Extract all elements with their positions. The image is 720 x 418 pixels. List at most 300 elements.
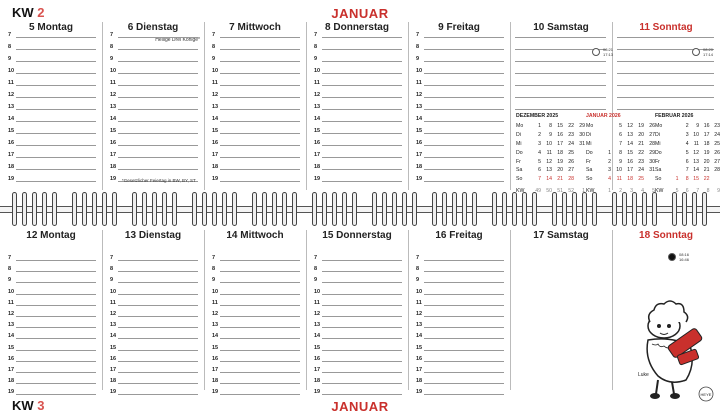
column-divider — [612, 230, 613, 390]
writing-line — [617, 73, 714, 74]
writing-line — [220, 260, 300, 261]
day-cell: 10 — [693, 132, 700, 139]
writing-line — [424, 49, 504, 50]
time-row — [102, 152, 204, 158]
hour-label: 10 — [212, 68, 219, 74]
weekday-label: Do — [655, 149, 662, 156]
hour-label: 18 — [416, 378, 423, 385]
writing-line — [322, 97, 402, 98]
writing-line — [515, 37, 606, 38]
hour-label: 9 — [212, 277, 216, 284]
spiral-ring — [212, 192, 217, 226]
hour-label: 8 — [8, 44, 12, 50]
writing-line — [220, 97, 300, 98]
time-row — [306, 152, 408, 158]
hour-label: 10 — [416, 68, 423, 74]
time-row — [204, 378, 306, 385]
day-cell: 19 — [557, 158, 563, 165]
writing-line — [118, 85, 198, 86]
writing-line — [515, 61, 606, 62]
day-cell: 24 — [638, 167, 644, 174]
time-row — [102, 277, 204, 284]
hour-label: 10 — [314, 288, 321, 295]
day-cell: 14 — [693, 167, 700, 174]
time-row — [306, 92, 408, 98]
writing-line — [16, 145, 96, 146]
hour-label: 14 — [8, 333, 15, 340]
weekday-label: Sa — [655, 167, 662, 174]
writing-line — [322, 383, 402, 384]
hour-label: 15 — [8, 128, 15, 134]
hour-label: 14 — [416, 333, 423, 340]
writing-line — [424, 394, 504, 395]
writing-line — [424, 61, 504, 62]
day-cell: 28 — [568, 176, 574, 183]
hour-label: 18 — [212, 164, 219, 170]
day-cell: 6 — [619, 132, 622, 139]
day-cell: 28 — [649, 140, 655, 147]
writing-line — [322, 85, 402, 86]
day-cell — [644, 175, 655, 184]
mini-calendar-row — [586, 122, 655, 131]
time-row — [408, 32, 510, 38]
time-row — [0, 152, 102, 158]
day-column — [0, 230, 102, 396]
time-row — [408, 56, 510, 62]
writing-line — [16, 271, 96, 272]
writing-line — [220, 85, 300, 86]
mini-calendar-row — [516, 148, 585, 157]
mini-calendar-row — [655, 157, 720, 166]
hour-label: 11 — [314, 299, 320, 306]
mini-calendar-row — [516, 184, 585, 198]
writing-line — [322, 133, 402, 134]
time-row — [612, 104, 720, 105]
spiral-ring — [322, 192, 327, 226]
time-row — [102, 333, 204, 340]
writing-line — [220, 37, 300, 38]
spiral-ring — [252, 192, 257, 226]
time-row — [306, 68, 408, 74]
writing-line — [118, 350, 198, 351]
time-row — [306, 80, 408, 86]
writing-line — [118, 305, 198, 306]
time-row — [408, 68, 510, 74]
time-row — [102, 92, 204, 98]
writing-line — [118, 260, 198, 261]
writing-line — [16, 37, 96, 38]
time-row — [0, 80, 102, 86]
time-row — [204, 277, 306, 284]
time-row — [204, 389, 306, 396]
hour-label: 12 — [314, 92, 321, 98]
writing-line — [322, 37, 402, 38]
writing-line — [424, 97, 504, 98]
writing-line — [424, 350, 504, 351]
hour-label: 10 — [314, 68, 321, 74]
hour-label: 12 — [416, 92, 423, 98]
writing-line — [118, 394, 198, 395]
time-row — [306, 44, 408, 50]
writing-line — [220, 109, 300, 110]
sun-time: 08:21 — [603, 47, 614, 52]
weekday-label: Mo — [586, 123, 594, 130]
day-cell — [600, 131, 611, 140]
writing-line — [118, 372, 198, 373]
day-cell: 8 — [706, 187, 710, 194]
writing-line — [322, 338, 402, 339]
time-row — [0, 389, 102, 396]
hour-label: 7 — [212, 255, 216, 261]
writing-line — [118, 61, 198, 62]
spiral-ring — [292, 192, 297, 226]
weekday-label: Di — [516, 132, 521, 139]
day-cell: 27 — [649, 132, 655, 139]
hour-label: 14 — [416, 116, 423, 122]
mini-calendar-title: JANUAR 2026 — [586, 113, 621, 119]
writing-line — [322, 327, 402, 328]
mini-calendar-row — [516, 140, 585, 149]
mini-calendar-row — [586, 175, 655, 184]
day-header: 9 Freitag — [438, 22, 480, 33]
spiral-ring — [472, 192, 477, 226]
day-cell: 3 — [538, 140, 541, 147]
hour-label: 11 — [8, 80, 14, 86]
weekday-label: Sa — [586, 167, 593, 174]
time-row — [204, 92, 306, 98]
hour-label: 8 — [212, 44, 216, 50]
day-cell: 2 — [685, 123, 689, 130]
day-column — [102, 22, 204, 190]
day-cell: 12 — [627, 123, 633, 130]
day-cell: 9 — [549, 132, 552, 139]
day-cell: 7 — [619, 140, 622, 147]
writing-line — [220, 350, 300, 351]
weekday-label: So — [655, 176, 662, 183]
hour-label: 14 — [314, 333, 321, 340]
hour-label: 13 — [212, 322, 219, 329]
day-cell — [574, 148, 585, 157]
writing-line — [322, 169, 402, 170]
writing-line — [424, 294, 504, 295]
day-cell: 4 — [641, 187, 644, 194]
spiral-ring — [392, 192, 397, 226]
writing-line — [424, 372, 504, 373]
time-row — [306, 140, 408, 146]
writing-line — [220, 49, 300, 50]
day-header: 17 Samstag — [533, 230, 589, 241]
writing-line — [16, 294, 96, 295]
time-row — [408, 277, 510, 284]
writing-line — [220, 305, 300, 306]
writing-line — [220, 133, 300, 134]
day-cell: 2 — [619, 187, 622, 194]
writing-line — [118, 133, 198, 134]
writing-line — [515, 85, 606, 86]
writing-line — [322, 49, 402, 50]
writing-line — [118, 97, 198, 98]
hour-label: 9 — [416, 56, 420, 62]
time-row — [0, 56, 102, 62]
day-cell — [668, 148, 678, 157]
writing-line — [118, 109, 198, 110]
time-row — [306, 311, 408, 317]
mini-calendar — [516, 113, 585, 198]
weekday-label: So — [516, 176, 523, 183]
hour-label: 16 — [8, 355, 15, 362]
sun-icon — [592, 48, 600, 56]
time-row — [102, 299, 204, 306]
day-cell — [668, 131, 678, 140]
time-row — [102, 367, 204, 373]
writing-line — [16, 157, 96, 158]
writing-line — [16, 260, 96, 261]
time-row — [408, 355, 510, 362]
hour-label: 8 — [314, 266, 318, 273]
writing-line — [16, 305, 96, 306]
writing-line — [118, 338, 198, 339]
day-cell: 2 — [538, 132, 541, 139]
mini-calendar-row — [655, 140, 720, 149]
mini-calendar — [655, 113, 720, 198]
column-divider — [510, 22, 511, 190]
mini-calendar-grid — [586, 122, 655, 198]
time-row — [306, 288, 408, 295]
time-row — [0, 44, 102, 50]
day-header: 6 Dienstag — [127, 22, 179, 33]
time-row — [408, 333, 510, 340]
writing-line — [16, 394, 96, 395]
mini-calendar-row — [655, 184, 720, 198]
mini-calendar-grid — [516, 122, 585, 198]
hour-label: 15 — [314, 344, 321, 351]
hour-label: 7 — [416, 32, 420, 38]
time-row — [102, 288, 204, 295]
writing-line — [16, 338, 96, 339]
writing-line — [617, 37, 714, 38]
spiral-ring — [152, 192, 157, 226]
spiral-ring — [312, 192, 317, 226]
hour-label: 14 — [212, 333, 219, 340]
spiral-ring — [32, 192, 37, 226]
time-row — [612, 80, 720, 81]
time-row — [0, 367, 102, 373]
day-cell: 25 — [714, 140, 720, 147]
hour-label: 12 — [8, 311, 15, 317]
time-row — [204, 176, 306, 182]
writing-line — [424, 383, 504, 384]
writing-line — [322, 109, 402, 110]
day-cell: 17 — [627, 167, 633, 174]
day-header: 5 Montag — [29, 22, 73, 33]
hour-label: 8 — [110, 266, 114, 273]
spiral-ring — [72, 192, 77, 226]
writing-line — [322, 271, 402, 272]
time-row — [0, 299, 102, 306]
hour-label: 11 — [314, 80, 320, 86]
writing-line — [16, 350, 96, 351]
day-cell: 1 — [675, 176, 679, 183]
day-cell: 24 — [568, 140, 574, 147]
time-row — [0, 164, 102, 170]
hour-label: 17 — [314, 367, 321, 373]
time-row — [102, 311, 204, 317]
day-cell: 26 — [714, 149, 720, 156]
hour-label: 10 — [8, 288, 15, 295]
hour-label: 12 — [110, 92, 117, 98]
writing-line — [220, 157, 300, 158]
spiral-ring — [342, 192, 347, 226]
day-header: 11 Sonntag — [639, 22, 693, 33]
sun-icon — [692, 48, 700, 56]
hour-label: 14 — [110, 116, 117, 122]
sun-times-text — [703, 47, 713, 57]
weekday-label: Mi — [655, 140, 661, 147]
time-row — [102, 378, 204, 385]
spiral-ring — [112, 192, 117, 226]
week-number: 2 — [37, 5, 45, 20]
time-row — [0, 322, 102, 329]
day-cell: 18 — [703, 140, 710, 147]
time-row — [306, 128, 408, 134]
time-row — [102, 344, 204, 351]
writing-line — [16, 61, 96, 62]
writing-line — [322, 121, 402, 122]
time-row — [102, 164, 204, 170]
day-header: 12 Montag — [26, 230, 76, 241]
hour-label: 16 — [8, 140, 15, 146]
day-column — [0, 22, 102, 190]
writing-line — [424, 327, 504, 328]
hour-label: 16 — [416, 140, 423, 146]
hour-label: 19 — [110, 176, 117, 182]
hour-label: 9 — [416, 277, 420, 284]
writing-line — [118, 361, 198, 362]
writing-line — [424, 145, 504, 146]
time-row — [408, 140, 510, 146]
hour-label: 8 — [314, 44, 318, 50]
hour-label: 19 — [212, 389, 219, 396]
day-cell: 8 — [619, 149, 622, 156]
hour-label: 15 — [110, 128, 117, 134]
time-row — [204, 140, 306, 146]
time-row — [306, 333, 408, 340]
time-row — [102, 32, 204, 38]
day-cell: 29 — [649, 149, 655, 156]
day-header: 15 Donnerstag — [322, 230, 392, 241]
writing-line — [322, 181, 402, 182]
day-cell: 20 — [703, 158, 710, 165]
weekday-label: KW — [586, 187, 595, 194]
day-header: 18 Sonntag — [639, 230, 693, 241]
weekday-label: Mi — [586, 140, 592, 147]
hour-label: 19 — [8, 389, 15, 396]
day-cell: 27 — [568, 167, 574, 174]
spiral-ring — [232, 192, 237, 226]
weekday-label: Mo — [516, 123, 524, 130]
hour-label: 11 — [110, 80, 116, 86]
spiral-ring — [272, 192, 277, 226]
writing-line — [220, 169, 300, 170]
time-row — [306, 255, 408, 261]
writing-line — [515, 97, 606, 98]
hour-label: 10 — [8, 68, 15, 74]
day-column — [306, 230, 408, 396]
hour-label: 13 — [110, 322, 117, 329]
mini-calendar-row — [655, 148, 720, 157]
hour-label: 16 — [110, 355, 117, 362]
spiral-ring — [102, 192, 107, 226]
hour-label: 17 — [416, 152, 423, 158]
week-number: 3 — [37, 398, 45, 413]
writing-line — [617, 61, 714, 62]
writing-line — [322, 350, 402, 351]
time-row — [408, 176, 510, 182]
weekday-label: KW — [516, 187, 525, 194]
hour-label: 17 — [416, 367, 423, 373]
day-header: 7 Mittwoch — [229, 22, 281, 33]
spiral-ring — [22, 192, 27, 226]
day-cell: 26 — [649, 123, 655, 130]
time-row — [510, 80, 612, 81]
mini-calendar — [586, 113, 655, 198]
time-row — [204, 104, 306, 110]
writing-line — [220, 145, 300, 146]
hour-label: 19 — [8, 176, 15, 182]
time-row — [0, 277, 102, 284]
time-row — [510, 68, 612, 69]
time-row — [0, 311, 102, 317]
time-row — [102, 322, 204, 329]
column-divider — [204, 230, 205, 390]
hour-label: 10 — [416, 288, 423, 295]
hour-label: 14 — [110, 333, 117, 340]
time-row — [408, 378, 510, 385]
weekday-label: Do — [516, 149, 523, 156]
sheep-illustration — [638, 296, 718, 404]
day-cell: 11 — [546, 149, 552, 156]
mini-calendar-row — [586, 140, 655, 149]
hour-label: 15 — [416, 344, 423, 351]
month-title-bottom: JANUAR — [331, 399, 389, 414]
spiral-ring — [432, 192, 437, 226]
time-row — [102, 56, 204, 62]
writing-line — [220, 73, 300, 74]
writing-line — [118, 383, 198, 384]
day-cell — [710, 175, 720, 184]
hour-label: 13 — [314, 104, 321, 110]
day-cell: 20 — [638, 132, 644, 139]
time-row — [306, 344, 408, 351]
hour-label: 16 — [314, 140, 321, 146]
hour-label: 9 — [110, 277, 114, 284]
writing-line — [424, 85, 504, 86]
hour-label: 12 — [212, 92, 219, 98]
writing-line — [322, 260, 402, 261]
writing-line — [16, 169, 96, 170]
day-cell: 51 — [557, 187, 563, 194]
writing-line — [220, 338, 300, 339]
day-cell: 11 — [693, 140, 700, 147]
time-row — [204, 344, 306, 351]
spiral-ring — [42, 192, 47, 226]
hour-label: 7 — [212, 32, 216, 38]
hour-label: 7 — [416, 255, 420, 261]
writing-line — [16, 316, 96, 317]
day-cell: 15 — [627, 149, 633, 156]
time-row — [204, 116, 306, 122]
writing-line — [322, 361, 402, 362]
